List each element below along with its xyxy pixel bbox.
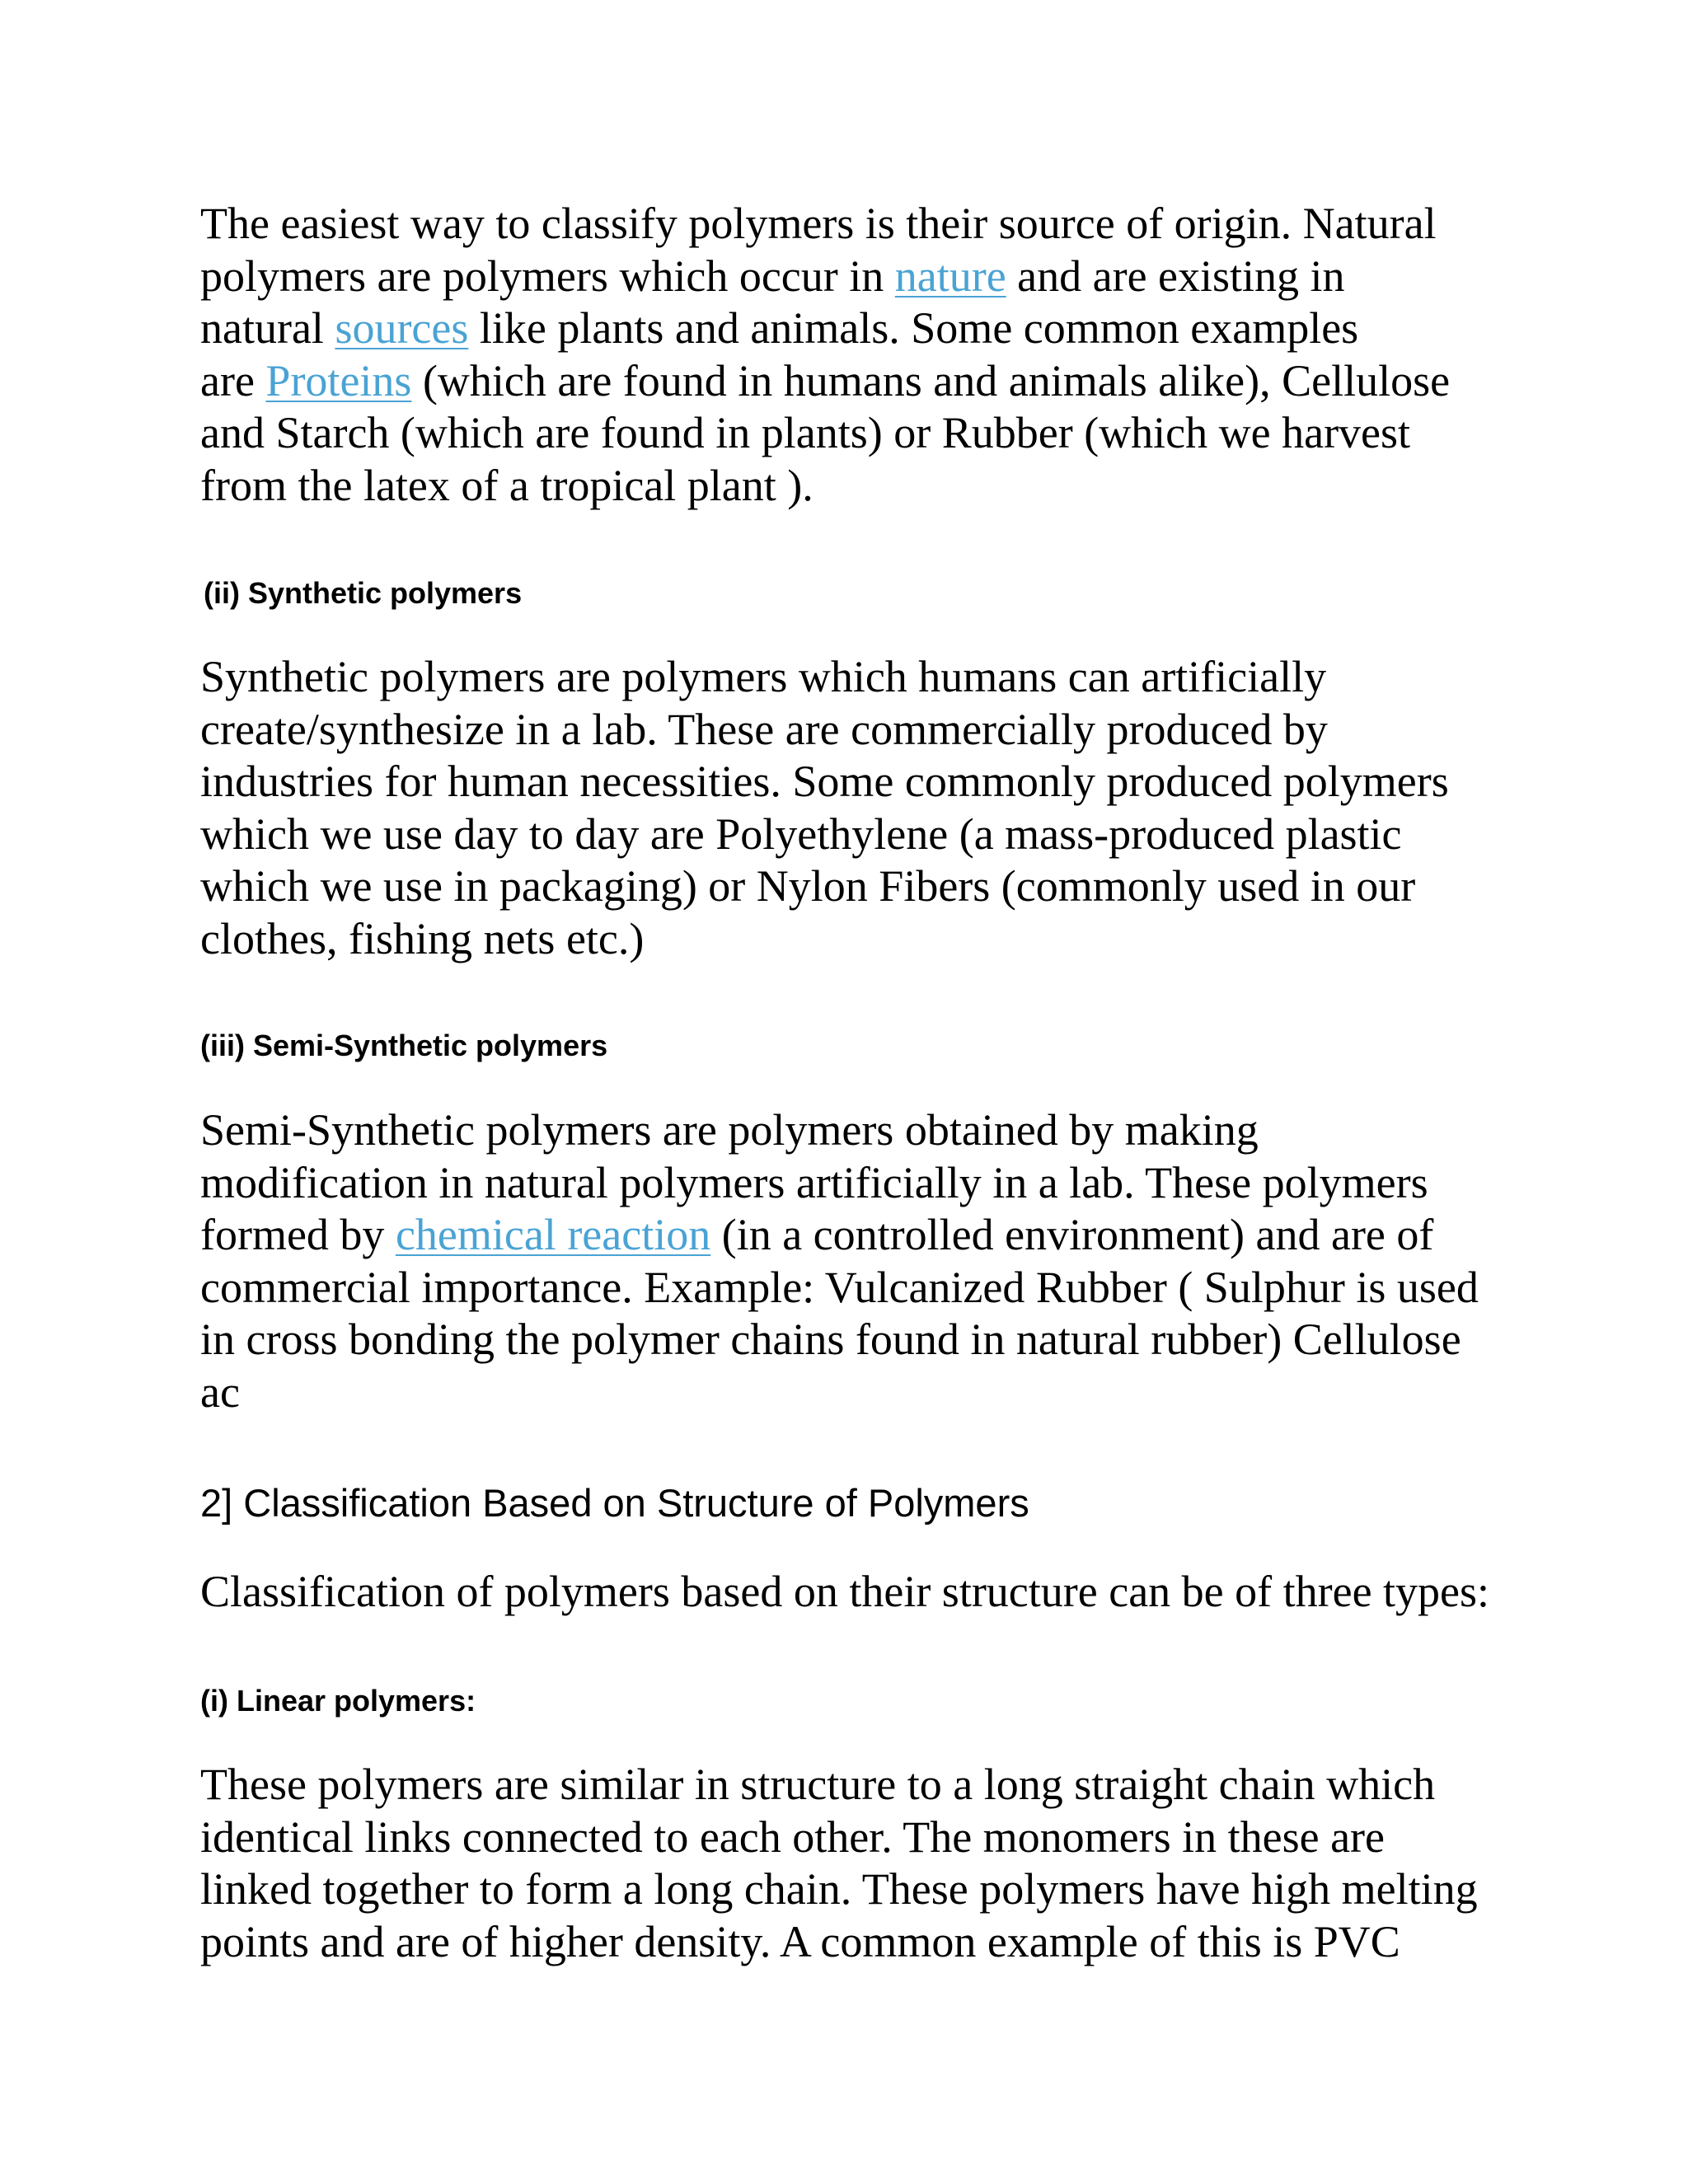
synthetic-polymers-heading: (ii) Synthetic polymers — [204, 576, 523, 610]
synthetic-polymers-paragraph — [200, 651, 1552, 966]
paragraph-line: in cross bonding the polymer chains found in natural rubber) Cellulose — [200, 1315, 1461, 1365]
semi-synthetic-polymers-heading: (iii) Semi-Synthetic polymers — [200, 1029, 608, 1062]
semi-synthetic-polymers-paragraph — [200, 1104, 1552, 1419]
paragraph-line: Classification of polymers based on their structure can be of three types: — [200, 1567, 1490, 1616]
paragraph-line: which we use in packaging) or Nylon Fibers (commonly used in our — [200, 861, 1416, 912]
paragraph-line: from the latex of a tropical plant ). — [200, 460, 814, 510]
paragraph-line: Semi-Synthetic polymers are polymers obtained by making — [200, 1105, 1259, 1155]
paragraph-line: industries for human necessities. Some commonly produced polymers — [200, 757, 1449, 807]
paragraph-line: Synthetic polymers are polymers which humans can artificially — [200, 652, 1327, 701]
paragraph-line: commercial importance. Example: Vulcanized Rubber ( Sulphur is used — [200, 1262, 1479, 1312]
paragraph-line: linked together to form a long chain. These polymers have high melting — [200, 1864, 1478, 1915]
structure-intro-paragraph — [200, 1566, 1552, 1619]
paragraph-line: clothes, fishing nets etc.) — [200, 913, 645, 963]
chemical-reaction-link[interactable]: chemical reaction — [395, 1210, 711, 1260]
paragraph-line: polymers are polymers which occur in nature and are existing in — [200, 251, 1345, 301]
paragraph-line: and Starch (which are found in plants) or Rubber (which we harvest — [200, 408, 1411, 458]
proteins-link[interactable]: Proteins — [265, 355, 412, 405]
paragraph-line: The easiest way to classify polymers is their source of origin. Natural — [200, 199, 1437, 248]
natural-polymers-paragraph — [200, 198, 1552, 513]
paragraph-line: identical links connected to each other. The monomers in these are — [200, 1811, 1386, 1862]
paragraph-line: which we use day to day are Polyethylene (a mass-produced plastic — [200, 808, 1402, 859]
paragraph-line: natural sources like plants and animals. Some common examples — [200, 303, 1359, 354]
linear-polymers-paragraph — [200, 1759, 1552, 1968]
paragraph-line: ac — [200, 1366, 240, 1417]
paragraph-line: create/synthesize in a lab. These are commercially produced by — [200, 704, 1328, 754]
linear-polymers-heading: (i) Linear polymers: — [200, 1684, 476, 1718]
structure-classification-title: 2] Classification Based on Structure of Polymers — [200, 1481, 1029, 1525]
nature-link[interactable]: nature — [894, 251, 1006, 301]
paragraph-line: formed by chemical reaction (in a controlled environment) and are of — [200, 1210, 1434, 1260]
sources-link[interactable]: sources — [335, 303, 469, 354]
paragraph-line: modification in natural polymers artificially in a lab. These polymers — [200, 1157, 1428, 1207]
paragraph-line: points and are of higher density. A common example of this is PVC — [200, 1916, 1400, 1966]
paragraph-line: These polymers are similar in structure to a long straight chain which — [200, 1760, 1436, 1809]
paragraph-line: are Proteins (which are found in humans and animals alike), Cellulose — [200, 355, 1451, 405]
